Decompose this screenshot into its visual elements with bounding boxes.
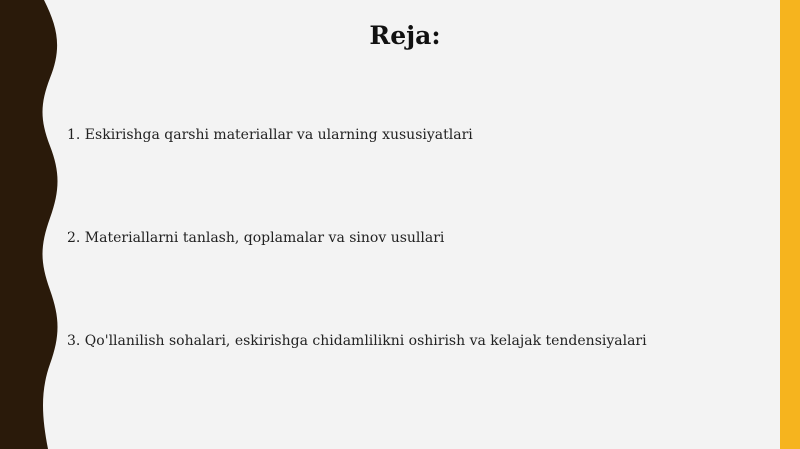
agenda-item: 2. Materiallarni tanlash, qoplamalar va sinov usullari	[67, 230, 445, 246]
decorative-wave-band	[0, 0, 80, 449]
agenda-item: 3. Qo'llanilish sohalari, eskirishga chidamlilikni oshirish va kelajak tendensiyalari	[67, 333, 647, 349]
accent-bar	[780, 0, 800, 449]
agenda-item: 1. Eskirishga qarshi materiallar va ularning xususiyatlari	[67, 127, 473, 143]
slide-title: Reja:	[369, 21, 441, 50]
